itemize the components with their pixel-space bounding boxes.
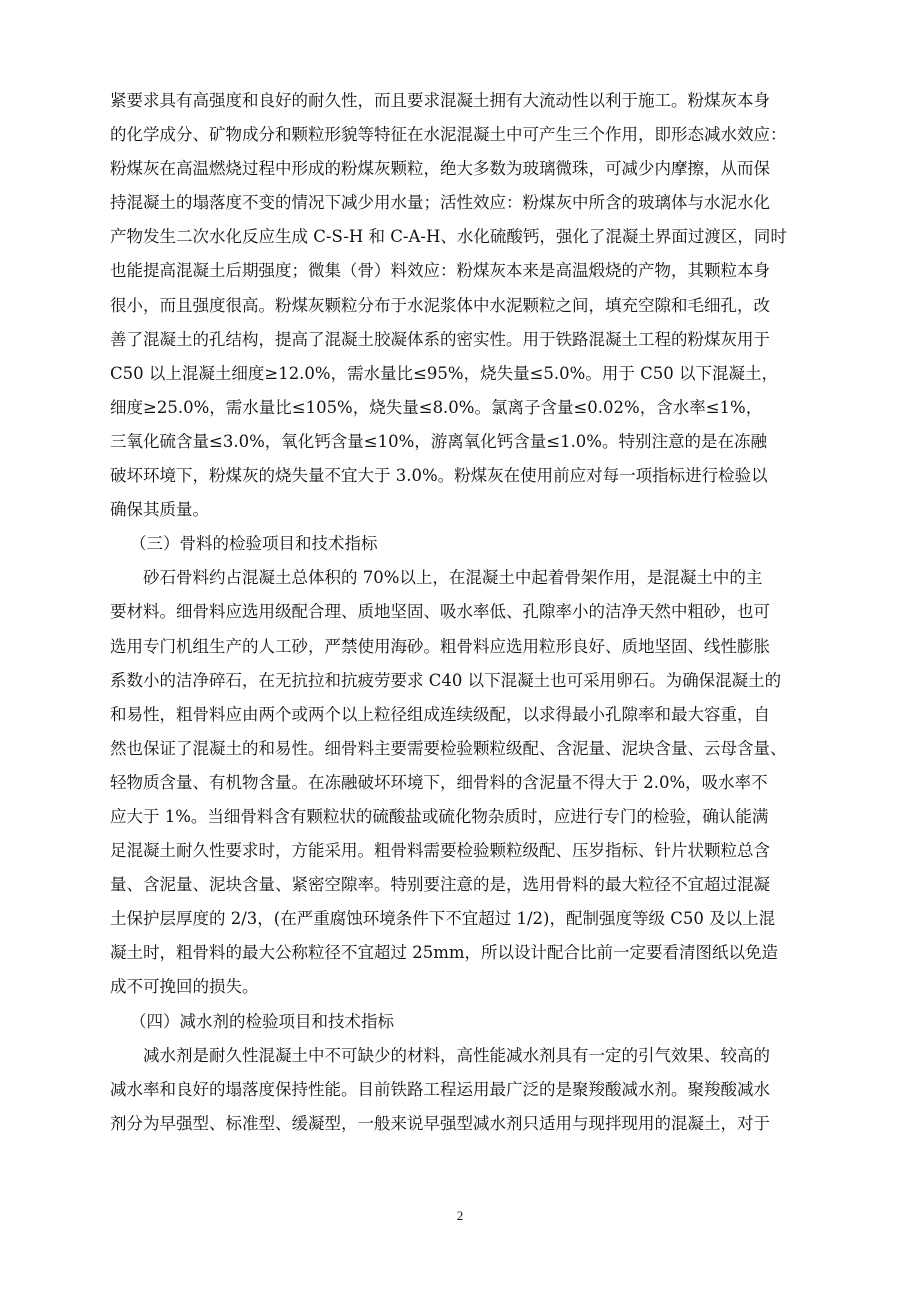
body-text	[110, 84, 870, 1141]
paragraph-line: 量、含泥量、泥块含量、紧密空隙率。特别要注意的是，选用骨料的最大粒径不宜超过混凝	[110, 875, 770, 895]
paragraph-line: 细度≥25.0%，需水量比≤105%，烧失量≤8.0%。氯离子含量≤0.02%，含水率≤1%，	[110, 397, 763, 417]
section-heading: （四）减水剂的检验项目和技术指标	[130, 1011, 394, 1031]
paragraph-line: 然也保证了混凝土的和易性。细骨料主要需要检验颗粒级配、含泥量、泥块含量、云母含量、	[110, 738, 787, 758]
paragraph-line: 凝土时，粗骨料的最大公称粒径不宜超过 25mm，所以设计配合比前一定要看清图纸以免造	[110, 943, 779, 963]
paragraph-line: 应大于 1%。当细骨料含有颗粒状的硫酸盐或硫化物杂质时，应进行专门的检验，确认能满	[110, 806, 769, 826]
paragraph-line: 轻物质含量、有机物含量。在冻融破坏环境下，细骨料的含泥量不得大于 2.0%，吸水率不	[110, 772, 768, 792]
section-heading: （三）骨料的检验项目和技术指标	[130, 534, 378, 554]
paragraph-line: 剂分为早强型、标准型、缓凝型，一般来说早强型减水剂只适用与现拌现用的混凝土，对于	[110, 1113, 770, 1133]
paragraph-line: 三氧化硫含量≤3.0%，氧化钙含量≤10%，游离氧化钙含量≤1.0%。特别注意的是在冻融	[110, 431, 767, 451]
page-number: 2	[456, 1208, 464, 1223]
paragraph-line: 持混凝土的塌落度不变的情况下减少用水量；活性效应：粉煤灰中所含的玻璃体与水泥水化	[110, 193, 770, 213]
paragraph-line: 也能提高混凝土后期强度；微集（骨）料效应：粉煤灰本来是高温煅烧的产物，其颗粒本身	[110, 261, 770, 281]
paragraph-line: 成不可挽回的损失。	[110, 977, 259, 997]
paragraph-line: 土保护层厚度的 2/3，(在严重腐蚀环境条件下不宜超过 1/2)，配制强度等级 C50 及以上混	[110, 909, 776, 929]
paragraph-line: 善了混凝土的孔结构，提高了混凝土胶凝体系的密实性。用于铁路混凝土工程的粉煤灰用于	[110, 329, 770, 349]
paragraph-line: 减水剂是耐久性混凝土中不可缺少的材料，高性能减水剂具有一定的引气效果、较高的	[143, 1045, 770, 1065]
paragraph-line: 粉煤灰在高温燃烧过程中形成的粉煤灰颗粒，绝大多数为玻璃微珠，可减少内摩擦，从而保	[110, 159, 770, 179]
paragraph-line: 系数小的洁净碎石，在无抗拉和抗疲劳要求 C40 以下混凝土也可采用卵石。为确保混凝土的	[110, 670, 782, 690]
paragraph-line: 产物发生二次水化反应生成 C-S-H 和 C-A-H、水化硫酸钙，强化了混凝土界面过渡区，同时	[110, 227, 787, 247]
paragraph-line: 破坏环境下，粉煤灰的烧失量不宜大于 3.0%。粉煤灰在使用前应对每一项指标进行检验以	[110, 466, 768, 486]
paragraph-line: 足混凝土耐久性要求时，方能采用。粗骨料需要检验颗粒级配、压岁指标、针片状颗粒总含	[110, 841, 770, 861]
paragraph-line: 砂石骨料约占混凝土总体积的 70%以上，在混凝土中起着骨架作用，是混凝土中的主	[143, 568, 763, 588]
paragraph-line: 减水率和良好的塌落度保持性能。目前铁路工程运用最广泛的是聚羧酸减水剂。聚羧酸减水	[110, 1079, 770, 1099]
paragraph-line: 很小，而且强度很高。粉煤灰颗粒分布于水泥浆体中水泥颗粒之间，填充空隙和毛细孔，改	[110, 295, 770, 315]
paragraph-line: C50 以上混凝土细度≥12.0%，需水量比≤95%，烧失量≤5.0%。用于 C50 以下混凝土，	[110, 363, 778, 383]
paragraph-line: 要材料。细骨料应选用级配合理、质地坚固、吸水率低、孔隙率小的洁净天然中粗砂，也可	[110, 602, 770, 622]
paragraph-line: 确保其质量。	[110, 500, 209, 520]
paragraph-line: 和易性，粗骨料应由两个或两个以上粒径组成连续级配，以求得最小孔隙率和最大容重，自	[110, 704, 770, 724]
paragraph-line: 的化学成分、矿物成分和颗粒形貌等特征在水泥混凝土中可产生三个作用，即形态减水效应：	[110, 125, 787, 145]
paragraph-line: 选用专门机组生产的人工砂，严禁使用海砂。粗骨料应选用粒形良好、质地坚固、线性膨胀	[110, 636, 770, 656]
paragraph-line: 紧要求具有高强度和良好的耐久性，而且要求混凝土拥有大流动性以利于施工。粉煤灰本身	[110, 91, 770, 110]
